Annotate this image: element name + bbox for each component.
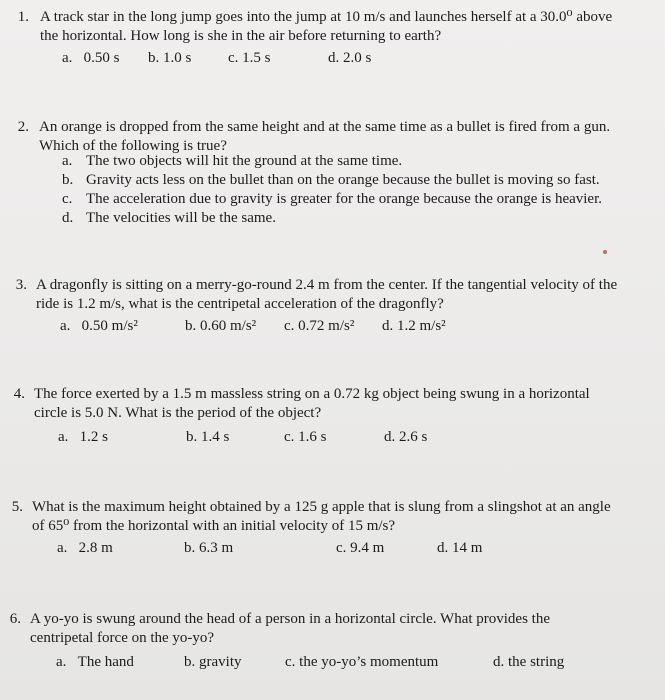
stem-line: of 65⁰ from the horizontal with an initial velocity of 15 m/s?: [32, 518, 396, 534]
question-number: 3.: [15, 277, 27, 293]
choice-d: d. 14 m: [437, 540, 483, 556]
stem-line: the horizontal. How long is she in the air before returning to earth?: [40, 28, 442, 44]
stem-line: The force exerted by a 1.5 m massless string on a 0.72 kg object being swung in a horizontal: [34, 386, 590, 402]
question-number: 5.: [11, 499, 23, 515]
question-stem: [40, 8, 612, 46]
stem-line: A yo-yo is swung around the head of a person in a horizontal circle. What provides the: [30, 611, 550, 627]
choice-d: d. 2.0 s: [328, 50, 372, 66]
stem-line: ride is 1.2 m/s, what is the centripetal acceleration of the dragonfly?: [36, 296, 444, 312]
choice-a: a. 1.2 s: [58, 429, 109, 445]
ink-dot: [603, 250, 607, 254]
question-stem: [34, 385, 590, 423]
choice-c: c. 0.72 m/s²: [284, 318, 355, 334]
choice-c: c. 1.6 s: [284, 429, 327, 445]
stem-line: A dragonfly is sitting on a merry-go-round 2.4 m from the center. If the tangential velocity of the: [36, 277, 618, 293]
choice-c: c. 1.5 s: [228, 50, 271, 66]
choice-b: b. 1.0 s: [148, 50, 192, 66]
choice-b: b. gravity: [184, 654, 242, 670]
choice-d: d. the string: [493, 654, 565, 670]
choice-b: b. 1.4 s: [186, 429, 230, 445]
question-stem: [39, 118, 610, 156]
question-number: 2.: [17, 119, 29, 135]
stem-line: Which of the following is true?: [39, 138, 227, 154]
stem-line: An orange is dropped from the same height and at the same time as a bullet is fired from a gun.: [39, 119, 611, 135]
choice-d: d. 2.6 s: [384, 429, 428, 445]
worksheet-page: 1. A track star in the long jump goes into the jump at 10 m/s and launches herself at a 30.0⁰ above the horizontal. How long is she in the air before returning to earth? a. 0.50 s b. 1.0 s c. 1.5 s d. 2.0 s 2. An orange is dropped from the same height and at the same time as a bullet is fired from a gun. Which of the following is true? a. The two objects will hit the ground at the same time. b. Gravity acts less on the bullet than on the orange because the bullet is moving so fast. c. The acceleration due to gravity is greater for the orange because the orange is heavier. d. The velocities will be the same. 3. A dragonfly is sitting on a merry-go-round 2.4 m from the center. If the tangential velocity of the ride is 1.2 m/s, what is the centripetal acceleration of the dragonfly? a. 0.50 m/s² b. 0.60 m/s² c. 0.72 m/s² d. 1.2 m/s² 4. The force exerted by a 1.5 m massless string on a 0.72 kg object being swung in a horizontal circle is 5.0 N. What is the period of the object? a. 1.2 s b. 1.4 s c. 1.6 s d. 2.6 s 5. What is the maximum height obtained by a 125 g apple that is slung from a slingshot at an angle of 65⁰ from the horizontal with an initial velocity of 15 m/s? a. 2.8 m b. 6.3 m c. 9.4 m d. 14 m 6. A yo-yo is swung around the head of a person in a horizontal circle. What provides the centripetal force on the yo-yo? a. The hand b. gravity c. the yo-yo’s momentum d. the string: [0, 0, 665, 700]
choice-d: d. 1.2 m/s²: [382, 318, 446, 334]
question-stem: [36, 276, 617, 314]
choice-b: b. 6.3 m: [184, 540, 234, 556]
choice-b: b. 0.60 m/s²: [185, 318, 257, 334]
stem-line: circle is 5.0 N. What is the period of the object?: [34, 405, 322, 421]
question-stem: [32, 498, 611, 536]
question-number: 1.: [17, 9, 29, 25]
choice-c: c. the yo-yo’s momentum: [285, 654, 439, 670]
question-stem: [30, 610, 550, 648]
choice-a: a. 2.8 m: [57, 540, 113, 556]
choice-c: c. 9.4 m: [336, 540, 385, 556]
choice-a: a. 0.50 m/s²: [60, 318, 138, 334]
choice-a: a. The hand: [56, 654, 134, 670]
stem-line: A track star in the long jump goes into the jump at 10 m/s and launches herself at a 30.0⁰ above: [40, 9, 613, 25]
question-number: 4.: [13, 386, 25, 402]
stem-line: centripetal force on the yo-yo?: [30, 630, 215, 646]
question-number: 6.: [9, 611, 21, 627]
stem-line: What is the maximum height obtained by a 125 g apple that is slung from a slingshot at an angle: [32, 499, 611, 515]
choice-a: a. 0.50 s: [62, 50, 120, 66]
